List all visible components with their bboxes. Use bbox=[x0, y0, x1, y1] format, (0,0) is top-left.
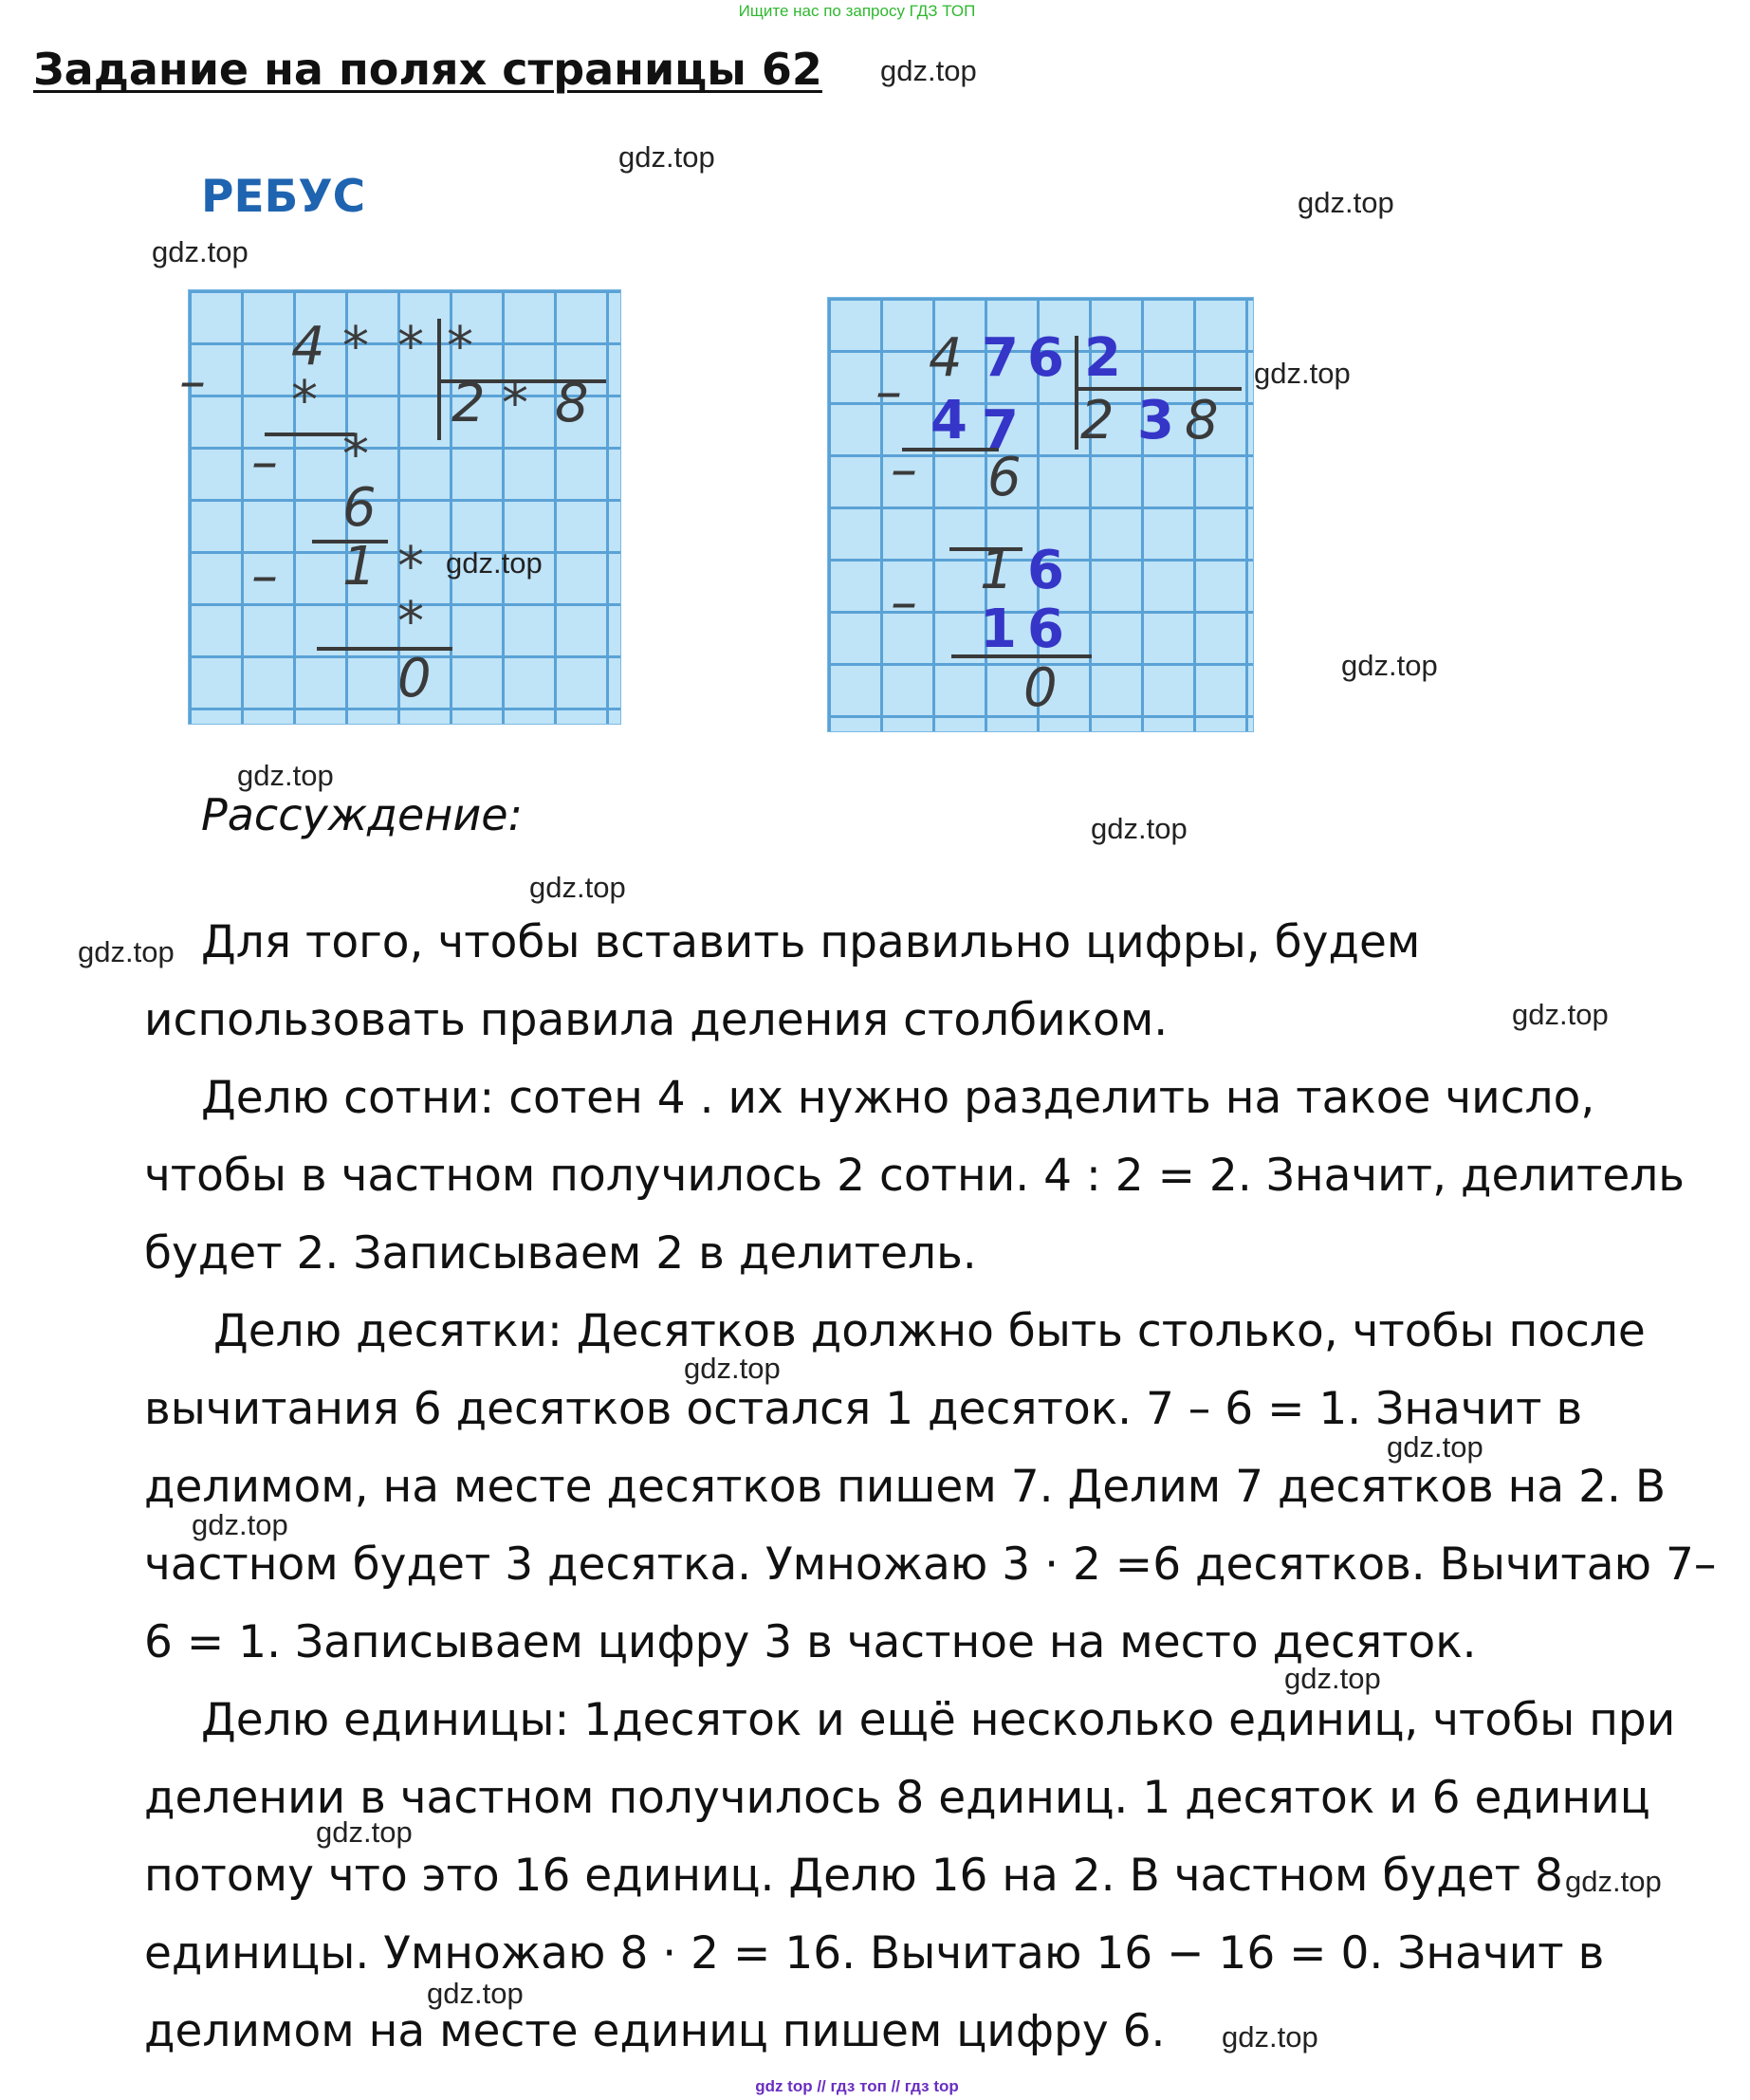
page-title: Задание на полях страницы 62 bbox=[33, 44, 822, 95]
footer-links: gdz top // гдз топ // гдз top bbox=[755, 2077, 959, 2095]
solution-grid bbox=[827, 297, 1254, 732]
text-line: единицы. Умножаю 8 · 2 = 16. Вычитаю 16 − 16 = 0. Значит в bbox=[144, 1927, 1605, 1980]
text-line: использовать правила деления столбиком. bbox=[144, 994, 1169, 1046]
text-line: будет 2. Записываем 2 в делитель. bbox=[144, 1227, 977, 1280]
puzzle-quotient-3: 8 bbox=[555, 373, 589, 434]
minus-sign: – bbox=[891, 439, 917, 501]
minus-sign: – bbox=[251, 432, 278, 493]
text-line: делимом, на месте десятков пишем 7. Делим 7 десятков на 2. В bbox=[144, 1461, 1667, 1513]
watermark: gdz.top bbox=[1387, 1430, 1483, 1464]
puzzle-dividend-1: 4 bbox=[291, 316, 325, 378]
watermark: gdz.top bbox=[237, 759, 334, 792]
solution-step2b: 6 bbox=[987, 447, 1022, 508]
solution-quotient-1: 2 bbox=[1080, 390, 1114, 451]
watermark: gdz.top bbox=[880, 54, 977, 87]
puzzle-step2b: 6 bbox=[342, 477, 377, 539]
watermark: gdz.top bbox=[1222, 2020, 1318, 2054]
reasoning-label: Рассуждение: bbox=[201, 789, 524, 840]
puzzle-step3b: * bbox=[397, 591, 424, 653]
puzzle-remainder: 0 bbox=[397, 648, 432, 709]
watermark: gdz.top bbox=[1565, 1865, 1662, 1898]
watermark: gdz.top bbox=[1284, 1662, 1381, 1695]
watermark: gdz.top bbox=[427, 1977, 524, 2010]
puzzle-step3a-2: * bbox=[397, 536, 424, 598]
puzzle-step3a-1: 1 bbox=[342, 536, 377, 598]
text-line: Для того, чтобы вставить правильно цифры, будем bbox=[201, 916, 1421, 968]
minus-sign: – bbox=[875, 361, 902, 423]
puzzle-grid bbox=[179, 289, 621, 725]
solution-dividend-3: 6 bbox=[1027, 327, 1064, 389]
solution-step3a-1: 1 bbox=[980, 540, 1014, 601]
solution-dividend-2: 7 bbox=[982, 327, 1019, 389]
solution-quotient-3: 8 bbox=[1185, 390, 1219, 451]
puzzle-step1: * bbox=[291, 370, 318, 432]
puzzle-divisor: * bbox=[447, 316, 473, 378]
text-line: потому что это 16 единиц. Делю 16 на 2. В частном будет 8 bbox=[144, 1850, 1563, 1902]
rebus-heading: РЕБУС bbox=[201, 171, 366, 223]
solution-step3b-1: 1 bbox=[980, 599, 1017, 660]
puzzle-quotient-1: 2 bbox=[451, 373, 486, 434]
watermark: gdz.top bbox=[1254, 357, 1351, 390]
text-line: Делю сотни: сотен 4 . их нужно разделить на такое число, bbox=[201, 1072, 1595, 1124]
text-line: делении в частном получилось 8 единиц. 1 десяток и 6 единиц bbox=[144, 1772, 1650, 1824]
top-banner: Ищите нас по запросу ГДЗ ТОП bbox=[738, 2, 976, 20]
solution-step2a: 7 bbox=[982, 399, 1019, 461]
text-line: Делю единицы: 1десяток и ещё несколько единиц, чтобы при bbox=[201, 1694, 1676, 1746]
watermark: gdz.top bbox=[446, 546, 543, 580]
text-line: Делю десятки: Десятков должно быть столько, чтобы после bbox=[213, 1305, 1646, 1357]
watermark: gdz.top bbox=[192, 1508, 288, 1541]
watermark: gdz.top bbox=[1512, 998, 1609, 1031]
minus-sign: – bbox=[891, 572, 917, 634]
solution-step3b-2: 6 bbox=[1027, 599, 1064, 660]
solution-step3a-2: 6 bbox=[1027, 540, 1064, 601]
minus-sign: – bbox=[251, 545, 278, 607]
puzzle-division bbox=[179, 290, 620, 724]
solution-dividend-1: 4 bbox=[929, 327, 963, 389]
solution-divisor: 2 bbox=[1084, 327, 1121, 389]
puzzle-dividend-2: * bbox=[342, 316, 369, 378]
watermark: gdz.top bbox=[316, 1815, 413, 1849]
puzzle-dividend-3: * bbox=[397, 316, 424, 378]
watermark: gdz.top bbox=[618, 140, 715, 174]
solution-quotient-2: 3 bbox=[1137, 390, 1174, 451]
watermark: gdz.top bbox=[1091, 812, 1188, 845]
puzzle-quotient-2: * bbox=[502, 373, 528, 434]
text-line: 6 = 1. Записываем цифру 3 в частное на место десяток. bbox=[144, 1616, 1477, 1668]
text-line: чтобы в частном получилось 2 сотни. 4 : 2 = 2. Значит, делитель bbox=[144, 1150, 1685, 1202]
watermark: gdz.top bbox=[78, 935, 175, 968]
watermark: gdz.top bbox=[529, 871, 626, 904]
text-line: вычитания 6 десятков остался 1 десяток. 7 – 6 = 1. Значит в bbox=[144, 1383, 1583, 1435]
watermark: gdz.top bbox=[1341, 649, 1438, 682]
puzzle-step2a: * bbox=[342, 424, 369, 486]
watermark: gdz.top bbox=[1298, 186, 1394, 219]
text-line: частном будет 3 десятка. Умножаю 3 · 2 =6 десятков. Вычитаю 7– bbox=[144, 1538, 1717, 1591]
watermark: gdz.top bbox=[152, 235, 249, 268]
solution-division bbox=[828, 298, 1253, 731]
solution-remainder: 0 bbox=[1023, 657, 1058, 719]
minus-sign: – bbox=[179, 351, 206, 413]
watermark: gdz.top bbox=[684, 1352, 781, 1385]
text-line: делимом на месте единиц пишем цифру 6. bbox=[144, 2005, 1166, 2057]
solution-step1: 4 bbox=[930, 390, 967, 451]
